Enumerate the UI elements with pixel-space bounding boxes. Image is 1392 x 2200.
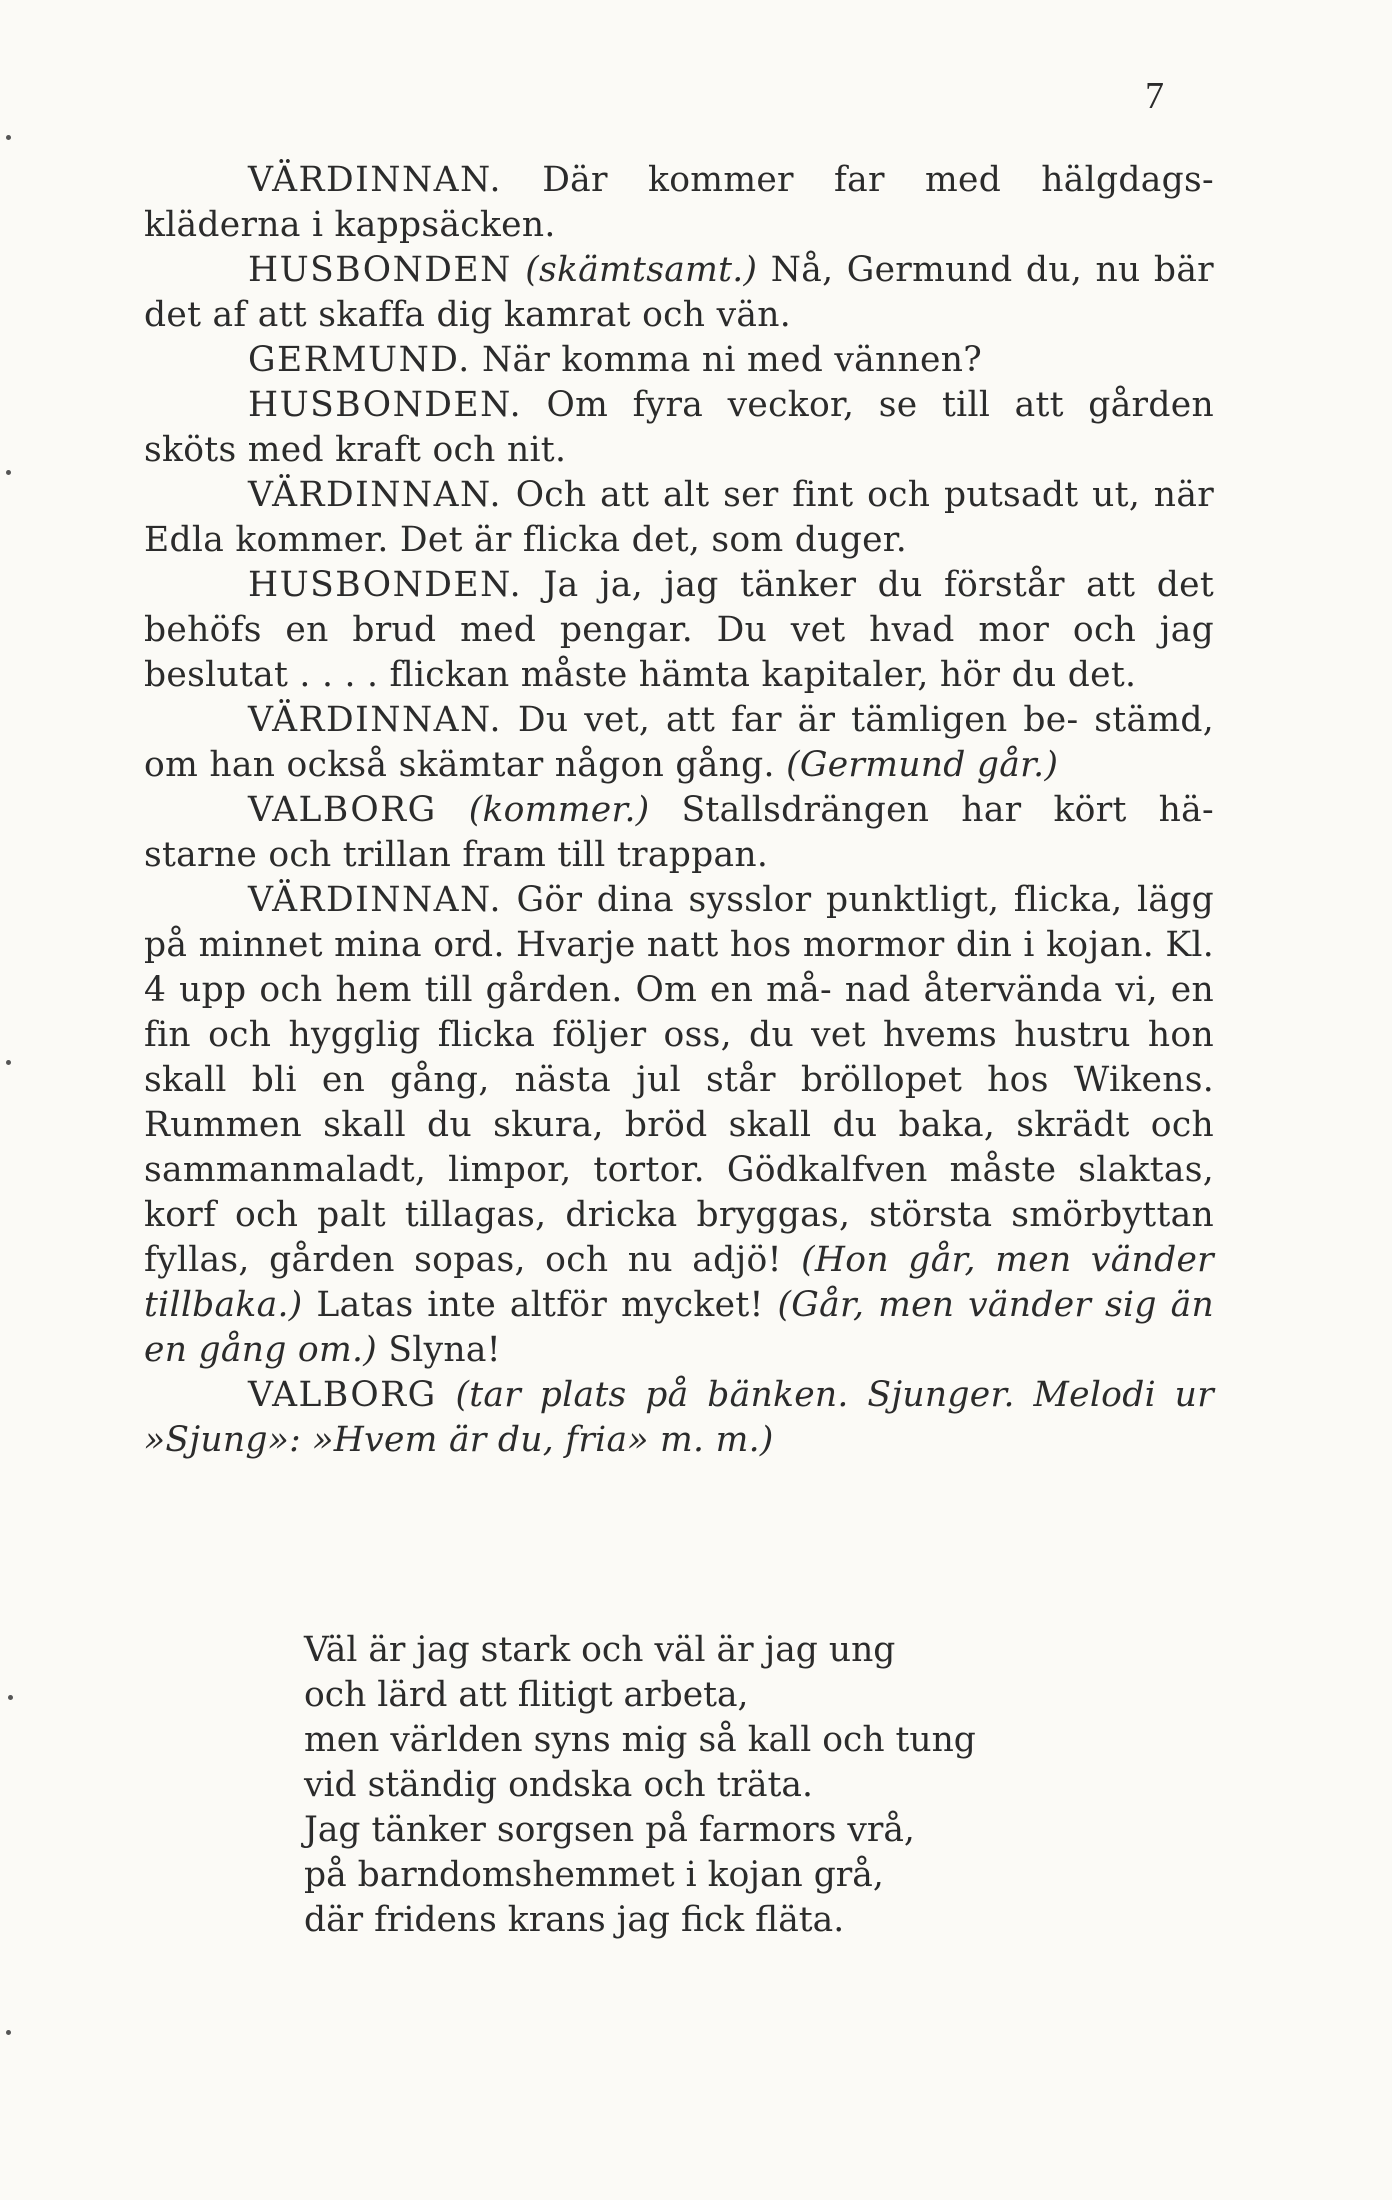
verse-line: vid ständig ondska och träta. [304, 1765, 813, 1805]
speaker-name: VÄRDINNAN. [248, 160, 502, 200]
dialogue-paragraph [144, 1373, 1214, 1463]
dialogue-paragraph [144, 338, 1214, 383]
dialogue-paragraph [144, 248, 1214, 338]
spoken-line: Latas inte altför mycket! [316, 1285, 764, 1325]
song-verse [304, 1628, 1154, 1943]
scan-speck [6, 135, 11, 140]
speaker-name: VÄRDINNAN. [248, 700, 502, 740]
stage-direction: (kommer.) [468, 790, 650, 830]
speaker-name: VALBORG [248, 790, 437, 830]
spoken-line: Och att alt ser fint och putsadt ut, när Edla kommer. Det är flicka det, som duger. [144, 475, 1214, 560]
stage-direction: (tar plats på bänken. Sjunger. Melodi ur »Sjung»: »Hvem är du, fria» m. m.) [144, 1375, 1214, 1460]
speaker-name: HUSBONDEN [248, 250, 512, 290]
scan-speck [6, 2030, 11, 2035]
stage-direction: (skämtsamt.) [525, 250, 758, 290]
spoken-line: Om fyra veckor, se till att gården sköts med kraft och nit. [144, 385, 1214, 470]
dialogue-paragraph [144, 473, 1214, 563]
dialogue-paragraph [144, 158, 1214, 248]
speaker-name: VALBORG [248, 1375, 437, 1415]
scan-speck [6, 470, 11, 475]
verse-line: på barndomshemmet i kojan grå, [304, 1855, 884, 1895]
dialogue-paragraph [144, 563, 1214, 698]
spoken-line: Nå, Germund du, nu bär det af att skaffa dig kamrat och vän. [144, 250, 1214, 335]
dialogue-paragraph [144, 788, 1214, 878]
spoken-line: Ja ja, jag tänker du förstår att det behöfs en brud med pengar. Du vet hvad mor och jag beslutat . . . . flickan måste hämta kapitaler, hör du det. [144, 565, 1214, 695]
dialogue-block [144, 158, 1214, 1463]
spoken-line: Gör dina sysslor punktligt, flicka, lägg på minnet mina ord. Hvarje natt hos mormor din i kojan. Kl. 4 upp och hem till gården. Om en må- nad återvända vi, en fin och hygglig flicka följer oss, du vet hvems hustru hon skall bli en gång, nästa jul står bröllopet hos Wikens. Rummen skall du skura, bröd skall du baka, skrädt och sammanmaladt, limpor, tortor. Gödkalfven måste slaktas, korf och palt tillagas, dricka bryggas, största smörbyttan fyllas, gården sopas, och nu adjö! [144, 880, 1214, 1280]
spoken-line: Stallsdrängen har kört hä- starne och trillan fram till trappan. [144, 790, 1214, 875]
speaker-name: HUSBONDEN. [248, 565, 523, 605]
verse-line: men världen syns mig så kall och tung [304, 1720, 976, 1760]
speaker-name: GERMUND. [248, 340, 471, 380]
speaker-name: VÄRDINNAN. [248, 880, 502, 920]
verse-line: och lärd att flitigt arbeta, [304, 1675, 749, 1715]
stage-direction: (Går, men vänder sig än en gång om.) [144, 1285, 1214, 1370]
page-number: 7 [1145, 75, 1164, 117]
dialogue-paragraph [144, 698, 1214, 788]
verse-line: där fridens krans jag fick fläta. [304, 1900, 845, 1940]
spoken-line: Där kommer far med hälgdags- kläderna i kappsäcken. [144, 160, 1214, 245]
dialogue-paragraph [144, 383, 1214, 473]
verse-line: Jag tänker sorgsen på farmors vrå, [304, 1810, 915, 1850]
scan-speck [6, 1060, 11, 1065]
speaker-name: VÄRDINNAN. [248, 475, 502, 515]
dialogue-paragraph [144, 878, 1214, 1373]
stage-direction: (Germund går.) [786, 745, 1059, 785]
spoken-line: Du vet, att far är tämligen be- stämd, om han också skämtar någon gång. [144, 700, 1214, 785]
verse-line: Väl är jag stark och väl är jag ung [304, 1630, 896, 1670]
spoken-line: När komma ni med vännen? [482, 340, 983, 380]
stage-direction: (Hon går, men vänder tillbaka.) [144, 1240, 1214, 1325]
speaker-name: HUSBONDEN. [248, 385, 523, 425]
spoken-line: Slyna! [388, 1330, 501, 1370]
scan-speck [8, 1695, 13, 1700]
